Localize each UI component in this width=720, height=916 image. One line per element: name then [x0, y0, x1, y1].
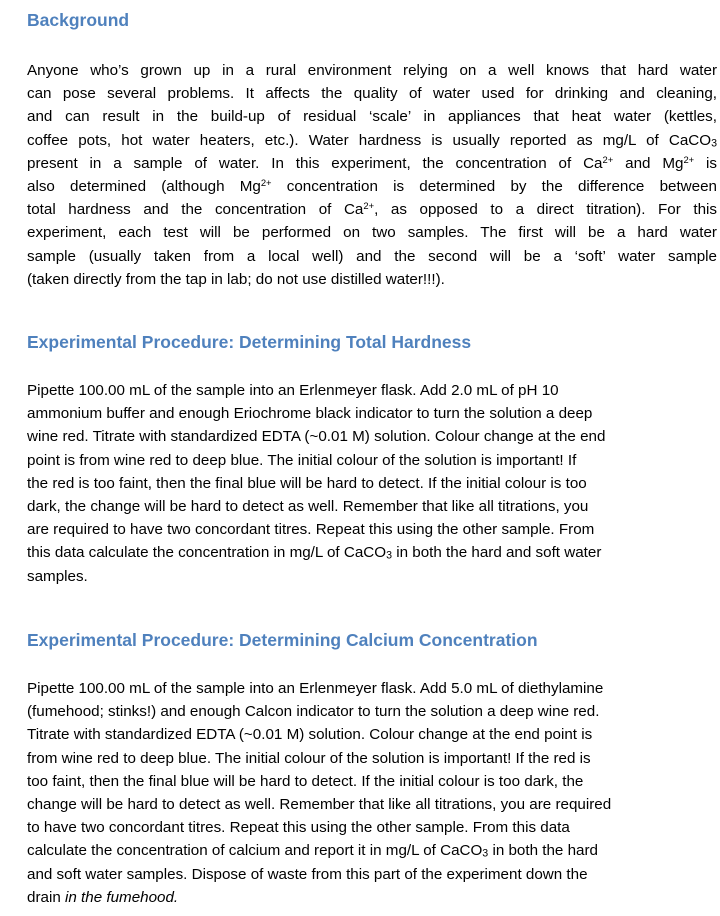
conc-determined-text: concentration is determined by the difference between — [271, 178, 717, 196]
background-line-7-text: total hardness and the concentration of Ca — [27, 201, 364, 219]
calcium-heading: Experimental Procedure: Determining Calcium Concentration — [27, 630, 538, 650]
background-heading: Background — [27, 10, 130, 30]
background-line-4 — [27, 129, 717, 152]
total-line-1: Pipette 100.00 mL of the sample into an Erlenmeyer flask. Add 2.0 mL of pH 10 — [27, 382, 559, 399]
total-hardness-heading: Experimental Procedure: Determining Total Hardness — [27, 332, 472, 352]
calcium-paragraph — [27, 677, 717, 909]
calcium-line-6: change will be hard to detect as well. Remember that like all titrations, you are required — [27, 796, 612, 814]
calcium-line-8-tail: in both the hard — [488, 842, 598, 860]
and-mg-text: and Mg — [613, 154, 684, 172]
calcium-line-8-text: calculate the concentration of calcium and report it in mg/L of CaCO — [27, 842, 483, 860]
total-line-8 — [27, 541, 717, 564]
total-line-9: samples. — [27, 567, 88, 585]
subscript-3: 3 — [482, 848, 489, 861]
background-line-2: can pose several problems. It affects the quality of water used for drinking and cleaning, — [27, 85, 717, 103]
total-line-5: the red is too faint, then the final blue will be hard to detect. If the initial colour is too — [27, 474, 587, 492]
calcium-line-4: from wine red to deep blue. The initial colour of the solution is important! If the red is — [27, 749, 591, 767]
calcium-line-9: and soft water samples. Dispose of waste from this part of the experiment down the — [27, 865, 588, 883]
background-line-9: sample (usually taken from a local well) and the second will be a ‘soft’ water sample — [27, 247, 717, 265]
total-hardness-paragraph — [27, 379, 717, 588]
fumehood-italic: in the fumehood. — [65, 888, 179, 906]
background-line-6 — [27, 175, 717, 198]
calcium-line-3: Titrate with standardized EDTA (~0.01 M) solution. Colour change at the end point is — [27, 726, 593, 744]
subscript-3: 3 — [386, 550, 392, 563]
total-line-3: wine red. Titrate with standardized EDTA (~0.01 M) solution. Colour change at the end — [27, 428, 606, 446]
background-line-1: Anyone who’s grown up in a rural environment relying on a well knows that hard water — [27, 62, 717, 79]
charge-superscript: 2+ — [602, 153, 614, 165]
opposed-text: , as opposed to a direct titration). For this — [374, 201, 717, 219]
background-line-6-text: also determined (although Mg — [27, 178, 261, 196]
background-paragraph — [27, 59, 717, 291]
background-line-5 — [27, 152, 717, 175]
calcium-line-1: Pipette 100.00 mL of the sample into an Erlenmeyer flask. Add 5.0 mL of diethylamine — [27, 680, 604, 697]
background-line-10: (taken directly from the tap in lab; do not use distilled water!!!). — [27, 270, 445, 288]
calcium-line-10 — [27, 886, 717, 909]
background-line-5-text: present in a sample of water. In this experiment, the concentration of Ca — [27, 154, 603, 172]
total-line-2: ammonium buffer and enough Eriochrome black indicator to turn the solution a deep — [27, 405, 593, 423]
total-line-8-text: this data calculate the concentration in mg/L of CaCO — [27, 544, 387, 562]
background-line-3: and can result in the build-up of residual ‘scale’ in appliances that heat water (kettles, — [27, 108, 717, 126]
calcium-line-5: too faint, then the final blue will be hard to detect. If the initial colour is too dark, the — [27, 772, 584, 790]
subscript-3: 3 — [711, 137, 717, 150]
background-line-8: experiment, each test will be performed on two samples. The first will be a hard water — [27, 224, 717, 242]
total-line-7: are required to have two concordant titres. Repeat this using the other sample. From — [27, 521, 595, 539]
calcium-line-2: (fumehood; stinks!) and enough Calcon indicator to turn the solution a deep wine red. — [27, 703, 600, 721]
calcium-line-7: to have two concordant titres. Repeat this using the other sample. From this data — [27, 819, 570, 837]
charge-superscript: 2+ — [683, 153, 695, 165]
total-line-8-tail: in both the hard and soft water — [392, 544, 602, 562]
calcium-line-10-text: drain — [27, 888, 65, 906]
total-line-4: point is from wine red to deep blue. The initial colour of the solution is important! If — [27, 451, 577, 469]
background-line-7 — [27, 198, 717, 221]
charge-superscript: 2+ — [260, 176, 272, 188]
background-line-4-text: coffee pots, hot water heaters, etc.). Water hardness is usually reported as mg/L of CaCO — [27, 131, 712, 149]
total-line-6: dark, the change will be hard to detect as well. Remember that like all titrations, you — [27, 498, 589, 516]
calcium-line-8 — [27, 839, 717, 862]
charge-superscript: 2+ — [363, 200, 375, 212]
is-text: is — [694, 154, 718, 172]
